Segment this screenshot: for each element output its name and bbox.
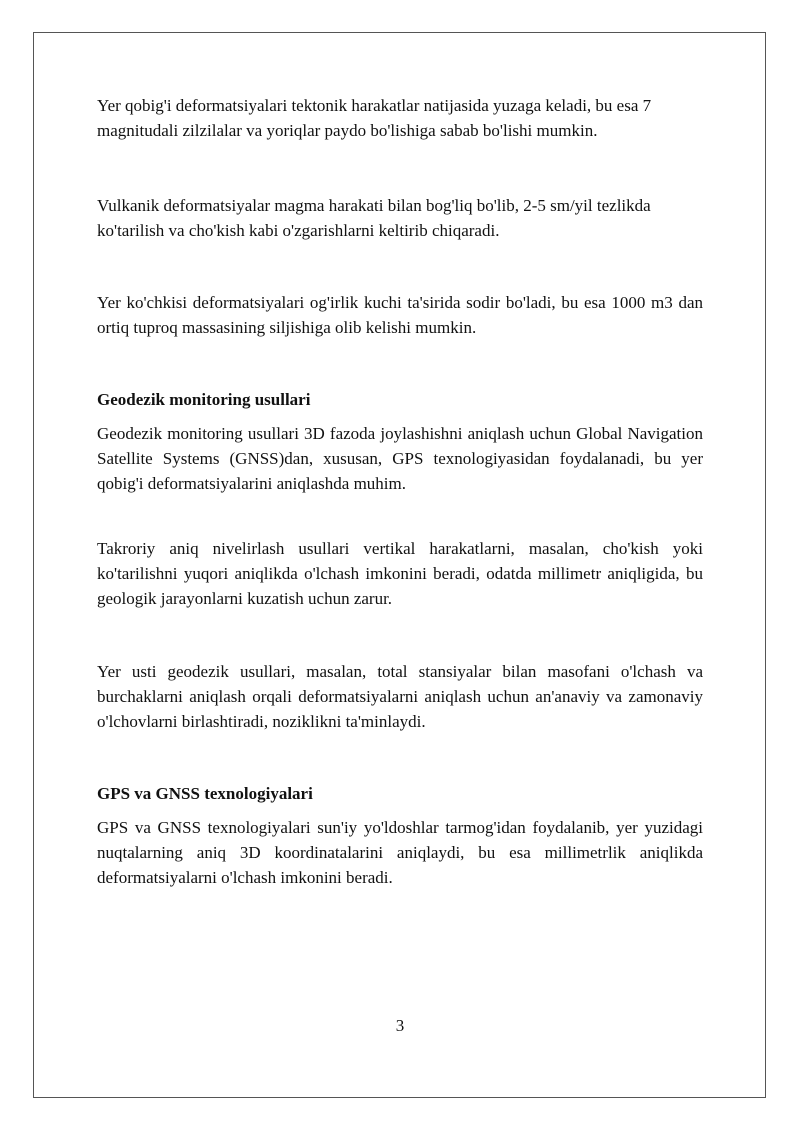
paragraph-crust-deformation: Yer qobig'i deformatsiyalari tektonik harakatlar natijasida yuzaga keladi, bu esa 7 magnitudali zilzilalar va yoriqlar paydo bo'lishiga sabab bo'lishi mumkin. — [97, 96, 652, 140]
paragraph-geodetic-monitoring: Geodezik monitoring usullari 3D fazoda joylashishni aniqlash uchun Global Navigation Satellite Systems (GNSS)dan, xususan, GPS texnologiyasidan foydalanadi, bu yer qobig'i deformatsiyalarini aniqlashda muhim. — [97, 424, 703, 493]
paragraph-gps-gnss: GPS va GNSS texnologiyalari sun'iy yo'ldoshlar tarmog'idan foydalanib, yer yuzidagi nuqtalarning aniq 3D koordinatalarini aniqlaydi, bu esa millimetrlik aniqlikda deformatsiyalarni o'lchash imkonini beradi. — [97, 818, 703, 887]
paragraph-terrestrial-methods: Yer usti geodezik usullari, masalan, total stansiyalar bilan masofani o'lchash va burchaklarni aniqlash orqali deformatsiyalarni aniqlash uchun an'anaviy va zamonaviy o'lchovlarni birlashtiradi, noziklikni ta'minlaydi. — [97, 662, 703, 731]
page-content — [97, 93, 703, 890]
paragraph-volcanic-deformation: Vulkanik deformatsiyalar magma harakati bilan bog'liq bo'lib, 2-5 sm/yil tezlikda ko'tarilish va cho'kish kabi o'zgarishlarni keltirib chiqaradi. — [97, 196, 651, 240]
paragraph-landslide-deformation: Yer ko'chkisi deformatsiyalari og'irlik kuchi ta'sirida sodir bo'ladi, bu esa 1000 m3 dan ortiq tuproq massasining siljishiga olib kelishi mumkin. — [97, 293, 703, 337]
paragraph-precise-levelling: Takroriy aniq nivelirlash usullari vertikal harakatlarni, masalan, cho'kish yoki ko'tarilishni yuqori aniqlikda o'lchash imkonini beradi, odatda millimetr aniqligida, bu geologik jarayonlarni kuzatish uchun zarur. — [97, 539, 703, 608]
section-heading-geodetic-monitoring: Geodezik monitoring usullari — [97, 390, 311, 409]
section-heading-gps-gnss: GPS va GNSS texnologiyalari — [97, 784, 313, 803]
page-number: 3 — [395, 1016, 405, 1035]
